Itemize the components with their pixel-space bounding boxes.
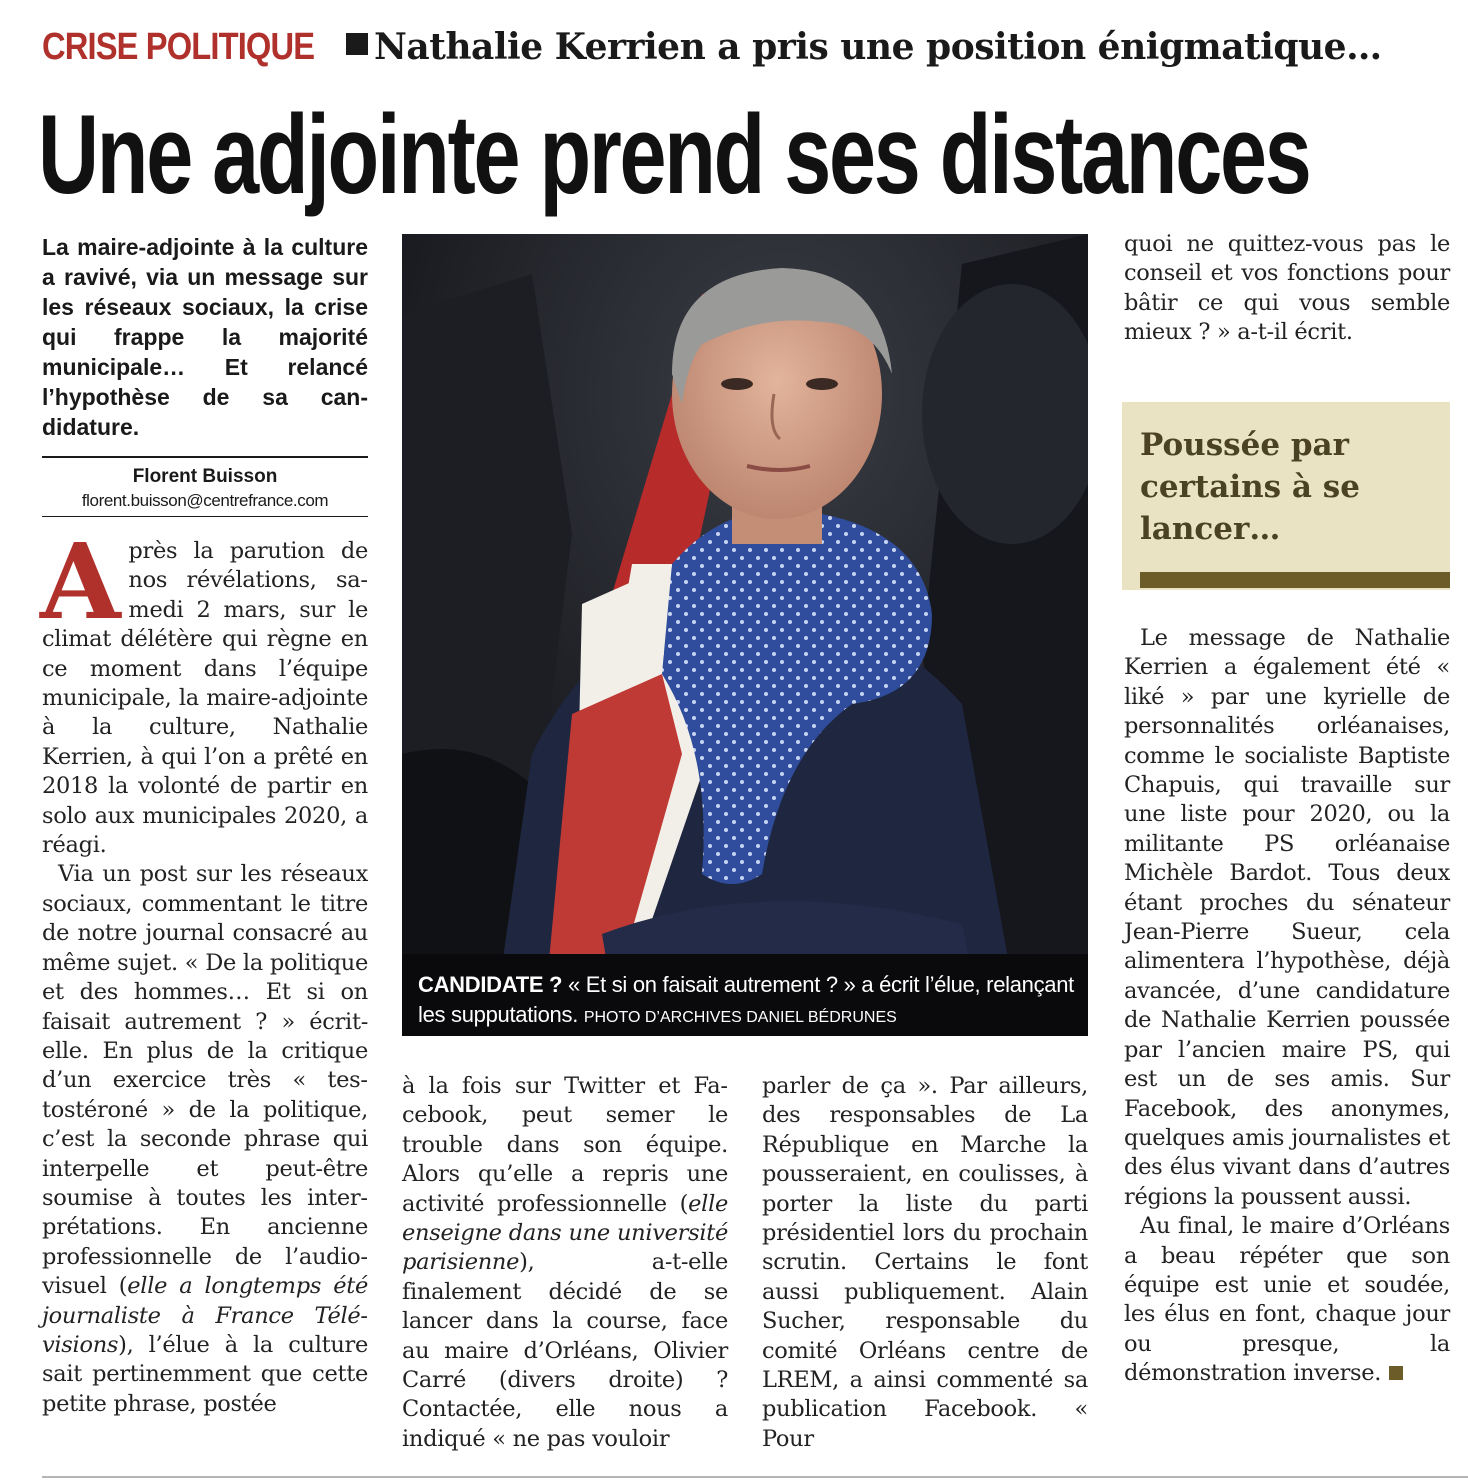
page-bottom-rule <box>42 1476 1468 1478</box>
byline-rule-top <box>42 456 368 458</box>
body-column-2 <box>402 1072 728 1454</box>
column-4-paragraph-1: Le message de Nathalie Kerrien a également été « liké » par une kyrielle de personnalités orléanaises, comme le socialiste Baptiste Chapuis, qui travaille sur une liste pour 2020, ou la militante PS orléanaise Michèle Bardot. Tous deux étant proches du sénateur Jean-Pierre Sueur, cela alimentera l’hypothèse, déjà avancée, d’une candidature de Nathalie Kerrien poussée par l’ancien maire PS, qui est un de ses amis. Sur Facebook, des anonymes, quelques amis journalistes et des élus vivant dans d’autres régions la poussent aussi. <box>1124 625 1450 1210</box>
caption-label: CANDIDATE ? <box>418 972 563 997</box>
paragraph-2-text-a: Via un post sur les réseaux sociaux, commentant le titre de notre journal consacré au même sujet. « De la politique et des hommes… Et si on faisait autrement ? » écrit-elle. En plus de la critique d’un exercice très « testostéroné » de la politique, c’est la seconde phrase qui interpelle et peut-être soumise à toutes les interprétations. En ancienne professionnelle de l’audiovisuel ( <box>42 861 368 1300</box>
photo <box>402 234 1088 1036</box>
inset-box-title: Poussée par certains à se lancer… <box>1140 427 1360 547</box>
column-4-paragraph-2-text: Au final, le maire d’Orléans a beau répéter que son équipe est unie et soudée, les élus en font, chaque jour ou presque, la démonstration inverse. <box>1124 1213 1450 1387</box>
byline-author: Florent Buisson <box>132 466 278 487</box>
body-column-4-bottom <box>1124 624 1450 1389</box>
byline-email: florent.buisson@centrefrance.com <box>81 491 329 510</box>
paragraph-2-text-b: ), l’élue à la culture sait pertinemment que cette petite phrase, postée <box>42 1331 368 1417</box>
column-2-text-a: à la fois sur Twitter et Facebook, peut semer le trouble dans son équipe. Alors qu’elle a repris une activité professionnelle ( <box>402 1073 728 1217</box>
paragraph-2 <box>42 860 368 1419</box>
section-label: CRISE POLITIQUE <box>42 26 315 68</box>
photo-caption <box>418 970 1078 1033</box>
headline: Une adjointe prend ses distances <box>38 92 1310 217</box>
deck: Nathalie Kerrien a pris une position énigmatique… <box>374 26 1382 68</box>
square-bullet-icon <box>346 33 368 55</box>
paragraph-1 <box>40 520 368 860</box>
column-2-text-b: ), a-t-elle finalement décidé de se lancer dans la course, face au maire d’Orléans, Olivier Carré (divers droite) ? Contactée, elle nous a indiqué « ne pas vouloir <box>402 1249 728 1452</box>
column-4-top-paragraph: quoi ne quittez-vous pas le conseil et vos fonctions pour bâtir ce qui vous semble mieux ? » a-t-il écrit. <box>1124 231 1450 346</box>
column-2-italic: elle enseigne dans une université parisienne <box>402 1190 728 1276</box>
inset-box-bar <box>1140 572 1450 588</box>
body-column-3 <box>762 1072 1088 1454</box>
kicker <box>42 26 1462 78</box>
body-column-1 <box>40 520 368 1419</box>
body-column-4-top <box>1124 230 1450 348</box>
portrait-illustration <box>402 234 1088 1036</box>
paragraph-2-italic: elle a longtemps été journaliste à France Télévisions <box>42 1273 368 1358</box>
dropcap: A <box>40 520 121 643</box>
end-mark-icon <box>1389 1366 1403 1380</box>
paragraph-1-text: près la parution de nos révélations, samedi 2 mars, sur le climat délétère qui règne en ce moment dans l’équipe municipale, la maire-adjointe à la culture, Nathalie Kerrien, à qui l’on a prêté en 2018 la volonté de partir en solo aux municipales 2020, a réagi. <box>42 538 368 859</box>
caption-text: « Et si on faisait autrement ? » a écrit l’élue, relançant les supputations. <box>418 972 1074 1027</box>
byline-rule-bottom <box>42 516 368 517</box>
chapo: La maire-adjointe à la culture a ravivé, via un message sur les réseaux sociaux, la crise qui frappe la majorité municipale… Et relancé l’hypothèse de sa candidature. <box>42 234 368 440</box>
column-4-paragraph-2 <box>1124 1212 1450 1388</box>
column-3-paragraph: parler de ça ». Par ailleurs, des responsables de La République en Marche la pousseraient, en coulisses, à porter la liste du parti présidentiel lors du prochain scrutin. Certains le font aussi publiquement. Alain Sucher, responsable du comité Orléans centre de LREM, a ainsi commenté sa publication Facebook. « Pour <box>762 1073 1088 1452</box>
photo-credit: PHOTO D’ARCHIVES DANIEL BÉDRUNES <box>583 1009 897 1026</box>
column-2-paragraph <box>402 1072 728 1454</box>
